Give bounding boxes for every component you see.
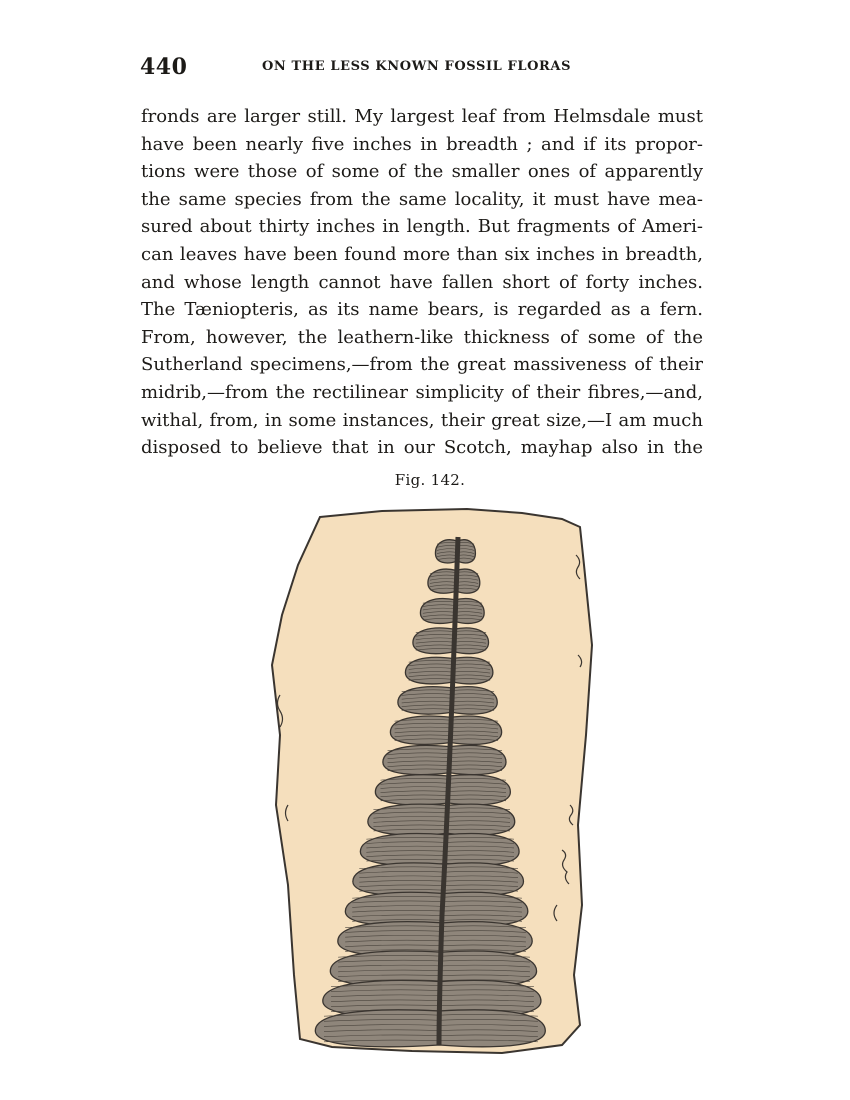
- text-line: the same species from the same locality, it must have mea-: [141, 188, 703, 210]
- body-text: [141, 103, 703, 462]
- text-line: can leaves have been found more than six inches in breadth,: [141, 243, 703, 265]
- text-line: tions were those of some of the smaller ones of apparently: [141, 161, 703, 183]
- text-line: and whose length cannot have fallen short of forty inches.: [141, 271, 703, 293]
- text-line: From, however, the leathern-like thickness of some of the: [141, 326, 703, 348]
- text-line: fronds are larger still. My largest leaf from Helmsdale must: [141, 106, 703, 127]
- text-line: sured about thirty inches in length. But fragments of Ameri-: [141, 216, 703, 238]
- text-line: Sutherland specimens,—from the great massiveness of their: [141, 354, 703, 376]
- page-number: 440: [140, 54, 188, 80]
- text-line: The Tæniopteris, as its name bears, is regarded as a fern.: [141, 299, 703, 321]
- text-line: midrib,—from the rectilinear simplicity of their fibres,—and,: [141, 381, 703, 403]
- text-line: have been nearly five inches in breadth ; and if its propor-: [141, 133, 703, 155]
- fossil-leaf-figure: [262, 505, 602, 1057]
- text-line: disposed to believe that in our Scotch, mayhap also in the: [141, 437, 703, 459]
- figure-caption: Fig. 142.: [394, 471, 466, 489]
- text-line: withal, from, in some instances, their great size,—I am much: [141, 409, 703, 431]
- running-title: ON THE LESS KNOWN FOSSIL FLORAS: [262, 59, 572, 74]
